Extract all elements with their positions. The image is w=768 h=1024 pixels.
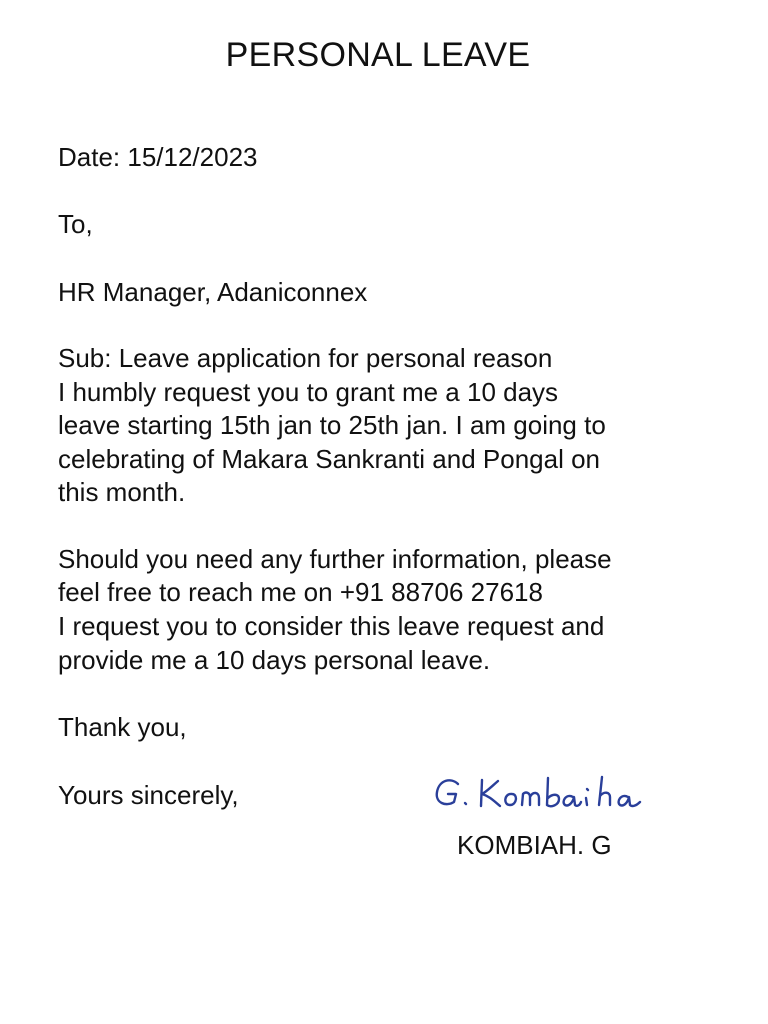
letter-date: Date: 15/12/2023 <box>58 142 258 172</box>
body-line: Should you need any further information, please <box>58 544 612 574</box>
subject-line: Sub: Leave application for personal reason <box>58 343 553 373</box>
thanks-line: Thank you, <box>58 712 187 742</box>
letter-title: PERSONAL LEAVE <box>225 36 531 74</box>
contact-line: feel free to reach me on +91 88706 27618 <box>58 577 543 607</box>
closing-line: Yours sincerely, <box>58 780 239 810</box>
handwritten-signature <box>432 772 646 820</box>
body-line: celebrating of Makara Sankranti and Pongal on <box>58 444 601 474</box>
body-line: leave starting 15th jan to 25th jan. I am going to <box>58 410 606 440</box>
body-line: provide me a 10 days personal leave. <box>58 645 491 675</box>
body-line: this month. <box>58 477 186 507</box>
signer-name: KOMBIAH. G <box>457 830 612 860</box>
body-line: I humbly request you to grant me a 10 days <box>58 377 559 407</box>
salutation-to: To, <box>58 209 93 239</box>
recipient-line: HR Manager, Adaniconnex <box>58 277 368 307</box>
body-line: I request you to consider this leave request and <box>58 611 605 641</box>
